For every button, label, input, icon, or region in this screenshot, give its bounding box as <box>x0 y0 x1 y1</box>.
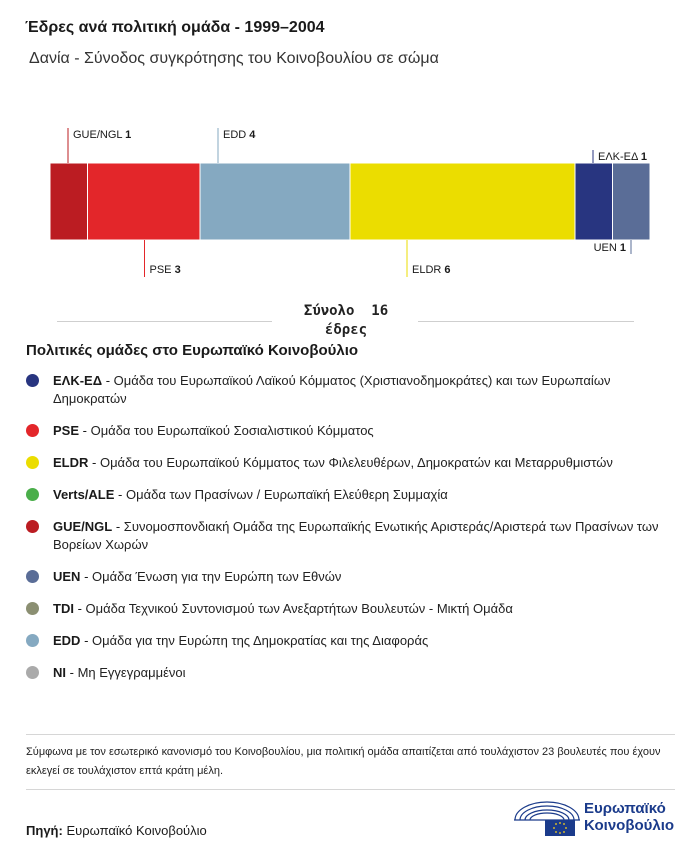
legend-abbr: PSE <box>53 423 80 438</box>
legend-item: PSE - Ομάδα του Ευρωπαϊκού Σοσιαλιστικού Κόμματος <box>26 422 676 440</box>
data-label: GUE/NGL 1 <box>73 129 132 141</box>
legend-item: EDD - Ομάδα για την Ευρώπη της Δημοκρατίας και της Διαφοράς <box>26 632 676 650</box>
legend-abbr: TDI <box>53 601 74 616</box>
legend-abbr: UEN <box>53 569 81 584</box>
legend-item: UEN - Ομάδα Ένωση για την Ευρώπη των Εθνών <box>26 568 676 586</box>
total-seats <box>274 302 418 340</box>
legend-abbr: EDD <box>53 633 81 648</box>
legend-desc: Ομάδα του Ευρωπαϊκού Λαϊκού Κόμματος (Χριστιανοδημοκράτες) και των Ευρωπαίων Δημοκρατών <box>53 373 611 406</box>
seats-stacked-bar-chart <box>0 100 700 290</box>
legend-list <box>26 372 676 696</box>
legend-abbr: NI <box>53 665 66 680</box>
logo-text <box>584 800 674 834</box>
legend-desc: Συνομοσπονδιακή Ομάδα της Ευρωπαϊκής Ενωτικής Αριστεράς/Αριστερά των Πρασίνων των Βορείων Χωρών <box>53 519 659 552</box>
legend-abbr: ELDR <box>53 455 89 470</box>
source-line <box>26 823 207 838</box>
note-divider-bottom <box>26 789 675 790</box>
data-label: ΕΛΚ-ΕΔ 1 <box>598 151 647 163</box>
legend-desc: Ομάδα του Ευρωπαϊκού Σοσιαλιστικού Κόμματος <box>90 423 374 438</box>
legend-swatch <box>26 602 39 615</box>
legend-swatch <box>26 374 39 387</box>
note-divider-top <box>26 734 675 735</box>
legend-item: ΕΛΚ-ΕΔ - Ομάδα του Ευρωπαϊκού Λαϊκού Κόμματος (Χριστιανοδημοκράτες) και των Ευρωπαίων Δημοκρατών <box>26 372 676 408</box>
total-label: Σύνολο <box>303 303 355 319</box>
legend-desc: Ομάδα των Πρασίνων / Ευρωπαϊκή Ελεύθερη Συμμαχία <box>125 487 448 502</box>
bar-segment-gue-ngl <box>50 163 88 240</box>
bar-segment-eldr <box>350 163 575 240</box>
legend-title: Πολιτικές ομάδες στο Ευρωπαϊκό Κοινοβούλιο <box>26 342 359 359</box>
total-value: 16 <box>371 303 389 319</box>
legend-item: NI - Μη Εγγεγραμμένοι <box>26 664 676 682</box>
legend-abbr: ΕΛΚ-ΕΔ <box>53 373 103 388</box>
total-unit: έδρες <box>324 322 368 338</box>
bar-segment-uen <box>613 163 651 240</box>
legend-swatch <box>26 488 39 501</box>
legend-swatch <box>26 456 39 469</box>
bar-segment-ελκ-εδ <box>575 163 613 240</box>
legend-abbr: Verts/ALE <box>53 487 115 502</box>
legend-item: TDI - Ομάδα Τεχνικού Συντονισμού των Ανεξαρτήτων Βουλευτών - Μικτή Ομάδα <box>26 600 676 618</box>
chart-title: Έδρες ανά πολιτική ομάδα - 1999–2004 <box>25 19 325 36</box>
legend-desc: Ομάδα Τεχνικού Συντονισμού των Ανεξαρτήτων Βουλευτών - Μικτή Ομάδα <box>85 601 513 616</box>
bar-segment-edd <box>200 163 350 240</box>
legend-item: ELDR - Ομάδα του Ευρωπαϊκού Κόμματος των Φιλελευθέρων, Δημοκρατών και Μεταρρυθμιστών <box>26 454 676 472</box>
data-label: PSE 3 <box>149 264 181 276</box>
chart-subtitle: Δανία - Σύνοδος συγκρότησης του Κοινοβουλίου σε σώμα <box>29 50 439 67</box>
legend-swatch <box>26 520 39 533</box>
data-label: ELDR 6 <box>412 264 451 276</box>
legend-desc: Μη Εγγεγραμμένοι <box>77 665 186 680</box>
legend-desc: Ομάδα του Ευρωπαϊκού Κόμματος των Φιλελευθέρων, Δημοκρατών και Μεταρρυθμιστών <box>99 455 613 470</box>
source-value: Ευρωπαϊκό Κοινοβούλιο <box>66 823 207 838</box>
legend-item: Verts/ALE - Ομάδα των Πρασίνων / Ευρωπαϊκή Ελεύθερη Συμμαχία <box>26 486 676 504</box>
footnote: Σύμφωνα με τον εσωτερικό κανονισμό του Κοινοβουλίου, μια πολιτική ομάδα απαιτίζεται από τουλάχιστον 23 βουλευτές που έχουν εκλεγεί σε τουλάχιστον επτά κράτη μέλη. <box>26 746 661 777</box>
bar-segment-pse <box>88 163 201 240</box>
legend-desc: Ομάδα Ένωση για την Ευρώπη των Εθνών <box>92 569 342 584</box>
data-label: UEN 1 <box>593 242 626 254</box>
data-label: EDD 4 <box>223 129 256 141</box>
legend-abbr: GUE/NGL <box>53 519 113 534</box>
legend-swatch <box>26 634 39 647</box>
source-label: Πηγή: <box>26 823 63 838</box>
legend-swatch <box>26 570 39 583</box>
legend-desc: Ομάδα για την Ευρώπη της Δημοκρατίας και της Διαφοράς <box>92 633 429 648</box>
legend-item: GUE/NGL - Συνομοσπονδιακή Ομάδα της Ευρωπαϊκής Ενωτικής Αριστεράς/Αριστερά των Πρασίνων των Βορείων Χωρών <box>26 518 676 554</box>
logo-line-1: Ευρωπαϊκό <box>584 800 666 817</box>
legend-swatch <box>26 424 39 437</box>
total-divider-right <box>418 321 634 322</box>
total-divider-left <box>57 321 272 322</box>
legend-swatch <box>26 666 39 679</box>
logo-line-2: Κοινοβούλιο <box>584 817 675 834</box>
